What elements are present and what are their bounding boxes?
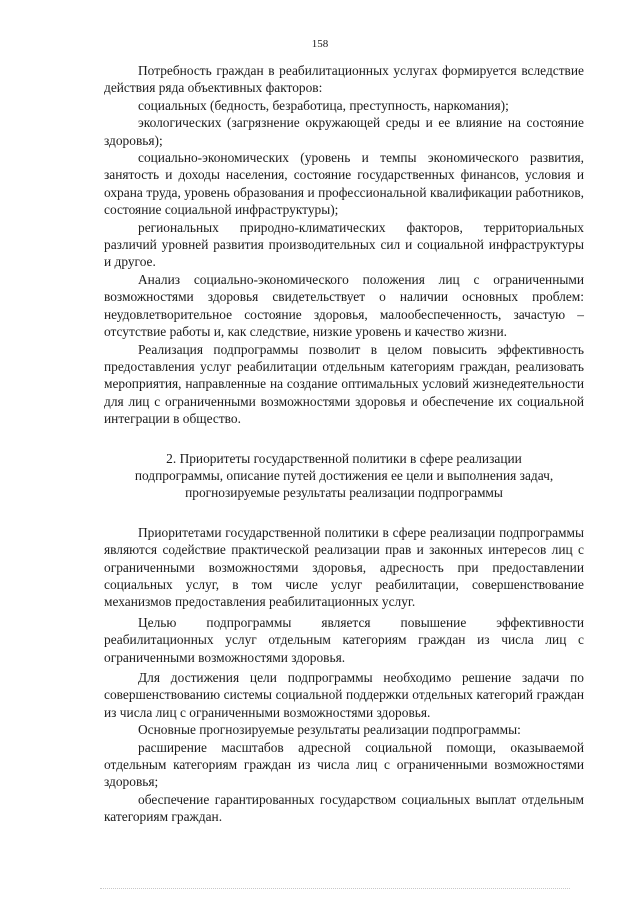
paragraph-task: Для достижения цели подпрограммы необходимо решение задачи по совершенствованию системы социальной поддержки отдельных категорий граждан из числа лиц с ограниченными возможностями здоровья. <box>104 670 584 720</box>
paragraph-social-factors: социальных (бедность, безработица, преступность, наркомания); <box>138 97 509 113</box>
paragraph-regional-factors: региональных природно-климатических факторов, территориальных различий уровней развития производительных сил и социальной инфраструктуры и другое. <box>104 219 584 270</box>
paragraph-results-intro: Основные прогнозируемые результаты реализации подпрограммы: <box>138 722 521 738</box>
scan-artifact-line <box>100 888 570 890</box>
page-number: 158 <box>311 38 329 50</box>
paragraph-implementation: Реализация подпрограммы позволит в целом повысить эффективность предоставления услуг реабилитации отдельным категориям граждан, реализовать мероприятия, направленные на создание оптимальных условий жизнедеятельности для лиц с ограниченными возможностями здоровья и обеспечение их социальной интеграции в общество. <box>104 341 584 427</box>
paragraph-goal: Целью подпрограммы является повышение эффективности реабилитационных услуг отдельным категориям граждан из числа лиц с ограниченными возможностями здоровья. <box>104 614 584 665</box>
section-heading <box>104 450 584 502</box>
section-heading-line-2: подпрограммы, описание путей достижения ее цели и выполнения задач, <box>134 467 554 483</box>
paragraph-needs-intro: Потребность граждан в реабилитационных услугах формируется вследствие действия ряда объективных факторов: <box>104 63 584 96</box>
paragraph-analysis: Анализ социально-экономического положения лиц с ограниченными возможностями здоровья свидетельствует о наличии основных проблем: неудовлетворительное состояние здоровья, малообеспеченность, зачастую – отсутствие работы и, как следствие, низкие уровень и качество жизни. <box>104 271 584 340</box>
section-heading-line-3: прогнозируемые результаты реализации подпрограммы <box>185 485 503 501</box>
paragraph-result-assistance: расширение масштабов адресной социальной помощи, оказываемой отдельным категориям граждан из числа лиц с ограниченными возможностями здоровья; <box>104 739 584 790</box>
section-heading-line-1: 2. Приоритеты государственной политики в сфере реализации <box>166 450 522 466</box>
document-body <box>104 62 584 826</box>
paragraph-priorities: Приоритетами государственной политики в сфере реализации подпрограммы являются содействие практической реализации прав и законных интересов лиц с ограниченными возможностями здоровья, адресность при предоставлении социальных услуг, в том числе услуг реабилитации, совершенствование механизмов предоставления реабилитационных услуг. <box>104 524 584 610</box>
paragraph-ecological-factors: экологических (загрязнение окружающей среды и ее влияние на состояние здоровья); <box>104 115 584 148</box>
paragraph-socioeconomic-factors: социально-экономических (уровень и темпы экономического развития, занятость и доходы населения, состояние государственных финансов, условия и охрана труда, уровень образования и профессиональной квалификации работников, состояние социальной инфраструктуры); <box>104 150 584 218</box>
paragraph-result-payments: обеспечение гарантированных государством социальных выплат отдельным категориям граждан. <box>104 791 584 825</box>
